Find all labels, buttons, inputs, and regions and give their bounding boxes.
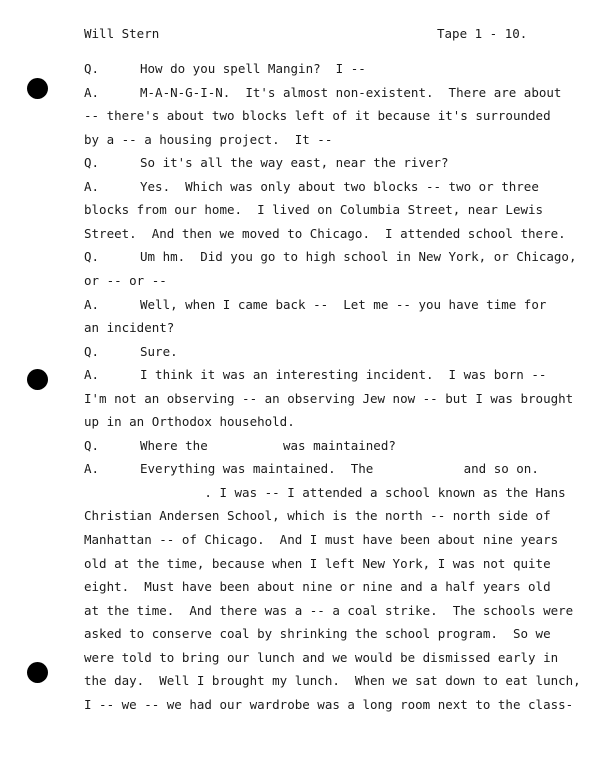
transcript-line [84,226,566,242]
line-text: -- there's about two blocks left of it because it's surrounded [84,108,551,124]
transcript-line [84,85,561,101]
line-text: eight. Must have been about nine or nine and a half years old [84,579,551,595]
transcript-line [84,697,573,713]
transcript-line [84,485,566,501]
line-text: Yes. Which was only about two blocks -- two or three [140,178,539,194]
header-tape-page-number: Tape 1 - 10. [437,26,528,41]
line-text: asked to conserve coal by shrinking the school program. So we [84,626,551,642]
header-interviewee-name: Will Stern [84,26,160,41]
speaker-label: A. [84,367,100,383]
line-text: So it's all the way east, near the river? [140,155,449,171]
transcript-line [84,273,167,289]
transcript-line [84,344,178,360]
transcript-line [84,579,551,595]
transcript-line [84,391,573,407]
line-text: Sure. [140,343,178,359]
line-text: old at the time, because when I left New York, I was not quite [84,555,551,571]
line-text: the day. Well I brought my lunch. When we sat down to eat lunch, [84,673,581,689]
line-text: I'm not an observing -- an observing Jew now -- but I was brought [84,390,574,406]
transcript-line [84,108,551,124]
transcript-line [84,556,551,572]
line-text: up in an Orthodox household. [84,414,295,430]
transcript-line [84,249,577,265]
line-text: Um hm. Did you go to high school in New York, or Chicago, [140,249,577,265]
transcript-line [84,179,539,195]
line-text: Street. And then we moved to Chicago. I attended school there. [84,225,566,241]
transcript-line [84,297,546,313]
binder-hole-icon [27,662,48,683]
line-text: were told to bring our lunch and we would be dismissed early in [84,649,559,665]
binder-hole-icon [27,369,48,390]
speaker-label: Q. [84,155,100,171]
transcript-line [84,461,539,477]
line-text: M-A-N-G-I-N. It's almost non-existent. There are about [140,84,562,100]
transcript-line [84,155,449,171]
line-text: at the time. And there was a -- a coal strike. The schools were [84,602,574,618]
line-text: Well, when I came back -- Let me -- you have time for [140,296,547,312]
transcript-line [84,532,558,548]
speaker-label: A. [84,296,100,312]
line-text: Where the was maintained? [140,437,396,453]
line-text: or -- or -- [84,273,167,288]
transcript-line [84,650,558,666]
speaker-label: A. [84,84,100,100]
speaker-label: A. [84,178,100,194]
line-text: Manhattan -- of Chicago. And I must have been about nine years [84,532,559,547]
transcript-line [84,438,396,454]
speaker-label: Q. [84,61,100,76]
speaker-label: A. [84,461,100,477]
line-text: How do you spell Mangin? I -- [140,61,366,76]
transcript-line [84,414,295,430]
speaker-label: Q. [84,437,100,453]
speaker-label: Q. [84,343,100,359]
transcript-line [84,320,174,336]
transcript-line [84,673,581,689]
transcript-line [84,61,366,77]
transcript-line [84,132,332,148]
line-text: I think it was an interesting incident. I was born -- [140,367,547,383]
line-text: . I was -- I attended a school known as the Hans [84,484,566,500]
line-text: by a -- a housing project. It -- [84,131,333,147]
line-text: I -- we -- we had our wardrobe was a long room next to the class- [84,696,574,712]
transcript-line [84,508,551,524]
line-text: blocks from our home. I lived on Columbia Street, near Lewis [84,202,544,218]
line-text: Everything was maintained. The and so on. [140,461,539,477]
transcript-line [84,202,543,218]
binder-hole-icon [27,78,48,99]
transcript-line [84,603,573,619]
line-text: an incident? [84,320,175,336]
speaker-label: Q. [84,249,100,265]
line-text: Christian Andersen School, which is the north -- north side of [84,508,551,524]
transcript-line [84,367,546,383]
transcript-line [84,626,551,642]
